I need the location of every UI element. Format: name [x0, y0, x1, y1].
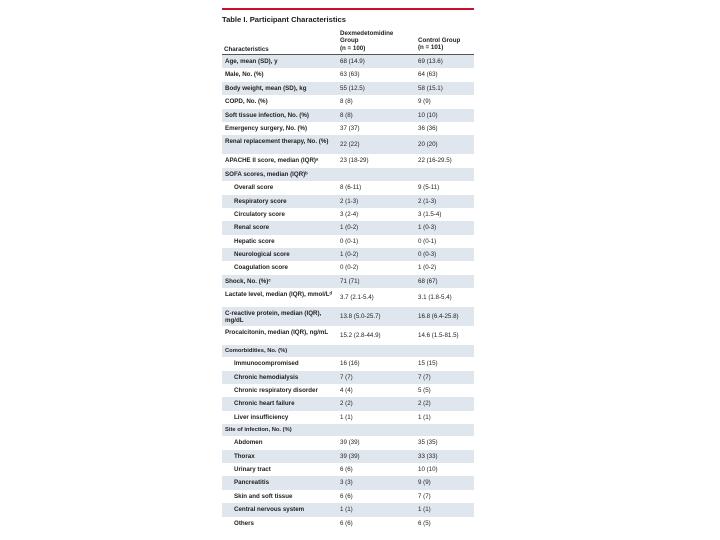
row-label: Respiratory score [234, 197, 287, 205]
table-row [222, 135, 474, 154]
table-row [222, 490, 474, 503]
row-value-dexmedetomidine: 1 (0-2) [340, 251, 359, 259]
table-row [222, 109, 474, 122]
table-row [222, 326, 474, 345]
table-page [222, 8, 474, 530]
table-row [222, 503, 474, 516]
row-value-dexmedetomidine: 71 (71) [340, 277, 360, 285]
row-label: Age, mean (SD), y [225, 58, 278, 65]
row-value-dexmedetomidine: 55 (12.5) [340, 84, 365, 92]
row-label: Skin and soft tissue [234, 492, 293, 500]
top-rule [222, 8, 474, 10]
header-group1 [340, 30, 393, 52]
row-value-dexmedetomidine: 37 (37) [340, 124, 360, 132]
row-value-dexmedetomidine: 1 (0-2) [340, 224, 359, 232]
table-row [222, 288, 474, 307]
row-label: Coagulation score [234, 264, 288, 272]
table-row [222, 384, 474, 397]
row-value-control: 35 (35) [418, 439, 438, 447]
row-value-control: 68 (67) [418, 277, 438, 285]
row-value-control: 22 (16-29.5) [418, 157, 452, 165]
row-label: COPD, No. (%) [225, 98, 268, 106]
row-value-dexmedetomidine: 2 (1-3) [340, 197, 359, 205]
row-value-dexmedetomidine: 63 (63) [340, 71, 360, 79]
header-group1-line3: (n = 100) [340, 44, 366, 52]
row-value-dexmedetomidine: 4 (4) [340, 387, 353, 395]
row-value-control: 1 (0-2) [418, 264, 437, 272]
table-row [222, 436, 474, 449]
row-label: Thorax [234, 452, 255, 460]
table-row [222, 463, 474, 476]
row-value-control: 58 (15.1) [418, 84, 443, 92]
row-label: Abdomen [234, 439, 263, 447]
row-value-dexmedetomidine: 1 (1) [340, 413, 353, 421]
row-label: Lactate level, median (IQR), mmol/Lᵈ [225, 291, 332, 299]
row-value-control: 0 (0-1) [418, 237, 437, 245]
row-value-control: 1 (1) [418, 506, 431, 514]
row-value-control: 20 (20) [418, 141, 438, 149]
table-row [222, 55, 474, 68]
row-label: Site of infection, No. (%) [225, 427, 292, 434]
row-value-dexmedetomidine: 0 (0-2) [340, 264, 359, 272]
row-label: Others [234, 519, 254, 527]
table-row [222, 397, 474, 410]
row-value-control: 9 (5-11) [418, 184, 440, 192]
row-label: SOFA scores, median (IQR)ᵇ [225, 170, 308, 178]
table-row [222, 208, 474, 221]
row-value-dexmedetomidine: 0 (0-1) [340, 237, 359, 245]
table-row [222, 450, 474, 463]
row-label: Chronic respiratory disorder [234, 387, 318, 395]
row-value-dexmedetomidine: 6 (6) [340, 492, 353, 500]
table-row [222, 95, 474, 108]
row-value-dexmedetomidine: 3 (3) [340, 479, 353, 487]
row-value-control: 33 (33) [418, 452, 438, 460]
table-row [222, 275, 474, 288]
header-group1-line2: Group [340, 37, 359, 45]
table-body [222, 55, 474, 530]
table-row [222, 424, 474, 436]
row-label: Shock, No. (%)ᶜ [225, 277, 271, 285]
row-value-control: 9 (9) [418, 98, 431, 106]
row-value-dexmedetomidine: 23 (18-29) [340, 157, 369, 165]
table-row [222, 168, 474, 181]
table-row [222, 261, 474, 274]
row-value-control: 2 (1-3) [418, 197, 437, 205]
row-label: Soft tissue infection, No. (%) [225, 111, 309, 119]
row-label: Comorbidities, No. (%) [225, 348, 288, 355]
table-row [222, 517, 474, 530]
header-group2-line2: (n = 101) [418, 44, 444, 52]
table-row [222, 235, 474, 248]
row-label: Renal replacement therapy, No. (%) [225, 138, 329, 146]
row-value-dexmedetomidine: 39 (39) [340, 452, 360, 460]
row-value-dexmedetomidine: 7 (7) [340, 373, 353, 381]
row-value-control: 0 (0-3) [418, 251, 437, 259]
row-label: Body weight, mean (SD), kg [225, 84, 307, 92]
row-label: Chronic hemodialysis [234, 373, 299, 381]
row-label: C-reactive protein, median (IQR), mg/dL [225, 310, 322, 325]
header-group2-line1: Control Group [418, 37, 461, 44]
row-value-control: 7 (7) [418, 373, 431, 381]
row-label: Male, No. (%) [225, 71, 264, 79]
row-label: Neurological score [234, 251, 290, 259]
row-label: Emergency surgery, No. (%) [225, 124, 308, 132]
row-value-control: 10 (10) [418, 111, 438, 119]
row-value-dexmedetomidine: 22 (22) [340, 141, 360, 149]
row-label: Central nervous system [234, 506, 305, 514]
row-value-control: 36 (36) [418, 124, 438, 132]
row-label: Circulatory score [234, 210, 285, 218]
table-header [222, 30, 474, 55]
table-row [222, 122, 474, 135]
row-value-control: 64 (63) [418, 71, 438, 79]
row-label: Overall score [234, 184, 274, 192]
row-value-dexmedetomidine: 8 (6-11) [340, 184, 362, 192]
table-row [222, 357, 474, 370]
row-value-dexmedetomidine: 8 (8) [340, 111, 353, 119]
row-label: Liver insufficiency [234, 413, 289, 421]
row-value-control: 14.6 (1.5-81.5) [418, 332, 459, 340]
table-row [222, 307, 474, 326]
row-value-dexmedetomidine: 3.7 (2.1-5.4) [340, 294, 374, 302]
row-value-control: 3 (1.5-4) [418, 210, 442, 218]
row-value-dexmedetomidine: 68 (14.9) [340, 58, 365, 65]
table-row [222, 248, 474, 261]
header-characteristics: Characteristics [224, 46, 269, 53]
row-value-control: 6 (5) [418, 519, 431, 527]
row-value-control: 7 (7) [418, 492, 431, 500]
row-value-control: 15 (15) [418, 360, 438, 368]
row-value-control: 3.1 (1.8-5.4) [418, 294, 452, 302]
row-value-control: 16.8 (6.4-25.8) [418, 313, 459, 321]
table-row [222, 195, 474, 208]
row-value-dexmedetomidine: 39 (39) [340, 439, 360, 447]
row-value-dexmedetomidine: 6 (6) [340, 465, 353, 473]
table-row [222, 82, 474, 95]
row-label: Urinary tract [234, 465, 271, 473]
row-value-control: 1 (0-3) [418, 224, 437, 232]
row-value-control: 9 (9) [418, 479, 431, 487]
table-row [222, 345, 474, 357]
row-value-control: 2 (2) [418, 400, 431, 408]
row-value-dexmedetomidine: 16 (16) [340, 360, 360, 368]
row-label: Hepatic score [234, 237, 275, 245]
table-row [222, 411, 474, 424]
row-value-dexmedetomidine: 1 (1) [340, 506, 353, 514]
table-row [222, 476, 474, 489]
table-row [222, 68, 474, 81]
row-label: Immunocompromised [234, 360, 299, 368]
table-row [222, 221, 474, 234]
row-value-dexmedetomidine: 2 (2) [340, 400, 353, 408]
table-title: Table I. Participant Characteristics [222, 15, 346, 24]
row-label: Chronic heart failure [234, 400, 295, 408]
table-row [222, 154, 474, 167]
row-label: Pancreatitis [234, 479, 270, 487]
row-value-control: 10 (10) [418, 465, 438, 473]
row-value-dexmedetomidine: 8 (8) [340, 98, 353, 106]
table-row [222, 181, 474, 194]
row-value-control: 5 (5) [418, 387, 431, 395]
row-label: Renal score [234, 224, 270, 232]
row-value-control: 69 (13.6) [418, 58, 443, 65]
row-value-dexmedetomidine: 13.8 (5.0-25.7) [340, 313, 381, 321]
row-value-dexmedetomidine: 6 (6) [340, 519, 353, 527]
row-value-dexmedetomidine: 3 (2-4) [340, 210, 359, 218]
row-value-dexmedetomidine: 15.2 (2.8-44.9) [340, 332, 381, 340]
table-row [222, 371, 474, 384]
row-label: Procalcitonin, median (IQR), ng/mL [225, 329, 329, 337]
row-value-control: 1 (1) [418, 413, 431, 421]
header-group2 [418, 37, 460, 52]
header-group1-line1: Dexmedetomidine [340, 30, 394, 37]
row-label: APACHE II score, median (IQR)ᵃ [225, 157, 319, 165]
